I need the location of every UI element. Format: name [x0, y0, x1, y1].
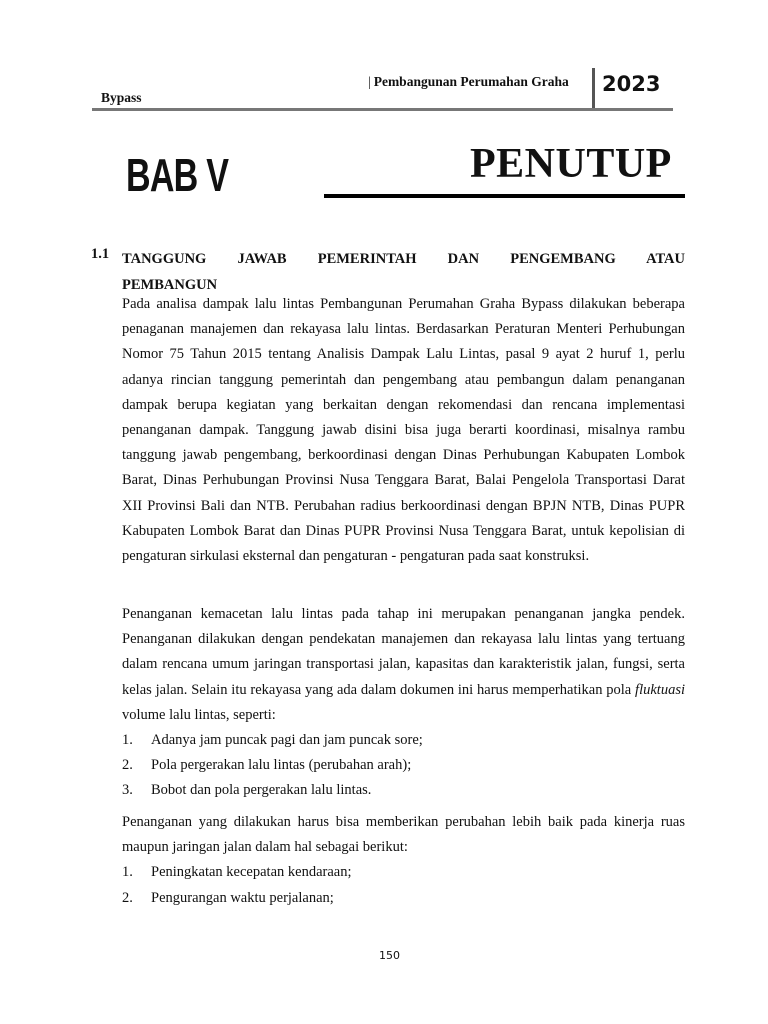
- header-subtitle: Bypass: [101, 90, 142, 105]
- list-item-number: 2.: [122, 890, 133, 906]
- list-item-number: 2.: [122, 757, 133, 773]
- list-item-number: 1.: [122, 864, 133, 880]
- list-item: Peningkatan kecepatan kendaraan;: [151, 864, 352, 880]
- list-item: Adanya jam puncak pagi dan jam puncak sore;: [151, 732, 423, 748]
- paragraph-3: Penanganan yang dilakukan harus bisa memberikan perubahan lebih baik pada kinerja ruas maupun jaringan jalan dalam hal sebagai berikut:: [122, 814, 685, 856]
- paragraph-2-text: Penanganan kemacetan lalu lintas pada tahap ini merupakan penanganan jangka pendek. Penanganan dilakukan dengan pendekatan manajemen dan rekayasa lalu lintas yang tertuang dalam rencana umum jaringan transportasi jalan, kapasitas dan karakteristik jalan, fungsi, serta kelas jalan. Selain itu rekayasa yang ada dalam dokumen ini harus memperhatikan pola: [122, 606, 685, 698]
- list-item-number: 1.: [122, 732, 133, 748]
- list-item-number: 3.: [122, 782, 133, 798]
- chapter-title: PENUTUP: [470, 141, 672, 187]
- header-year: 2023: [602, 72, 661, 96]
- list-item: Pengurangan waktu perjalanan;: [151, 890, 334, 906]
- header-divider: [592, 68, 595, 111]
- chapter-rule: [324, 194, 685, 198]
- header-title: [368, 74, 569, 90]
- paragraph-1: Pada analisa dampak lalu lintas Pembangunan Perumahan Graha Bypass dilakukan beberapa penaganan manajemen dan rekayasa lalu lintas. Berdasarkan Peraturan Menteri Perhubungan Nomor 75 Tahun 2015 tentang Analisis Dampak Lalu Lintas, pasal 9 ayat 2 huruf 1, perlu adanya rincian tanggung pemerintah dan pengembang atau pembangun dalam penanganan dampak berupa kegiatan yang berkaitan dengan rekomendasi dan rencana implementasi penanganan dampak. Tanggung jawab disini bisa juga berarti koordinasi, misalnya rambu tanggung jawab pengembang, berkoordinasi dengan Dinas Perhubungan Kabupaten Lombok Barat, Dinas Perhubungan Provinsi Nusa Tenggara Barat, Balai Pengelola Transportasi Darat XII Provinsi Bali dan NTB. Perubahan radius berkoordinasi dengan BPJN NTB, Dinas PUPR Kabupaten Lombok Barat dan Dinas PUPR Provinsi Nusa Tenggara Barat, untuk kepolisian di pengaturan sirkulasi eksternal dan pengaturan - pengaturan pada saat konstruksi.: [122, 296, 685, 565]
- paragraph-2-italic: fluktuasi: [635, 681, 685, 698]
- header-rule: [92, 108, 673, 111]
- paragraph-2-tail: volume lalu lintas, seperti:: [122, 706, 276, 723]
- list-item: Bobot dan pola pergerakan lalu lintas.: [151, 782, 372, 798]
- section-title-line2: PEMBANGUN: [122, 277, 218, 293]
- page-number: 150: [379, 949, 400, 962]
- header-title-text: Pembangunan Perumahan Graha: [373, 74, 569, 89]
- section-title-line1: TANGGUNG JAWAB PEMERINTAH DAN PENGEMBANG ATAU: [122, 251, 685, 267]
- chapter-label: BAB V: [126, 149, 229, 201]
- paragraph-2: [122, 602, 685, 728]
- section-number: 1.1: [91, 246, 110, 262]
- list-item: Pola pergerakan lalu lintas (perubahan arah);: [151, 757, 412, 773]
- header-separator: |: [368, 74, 371, 89]
